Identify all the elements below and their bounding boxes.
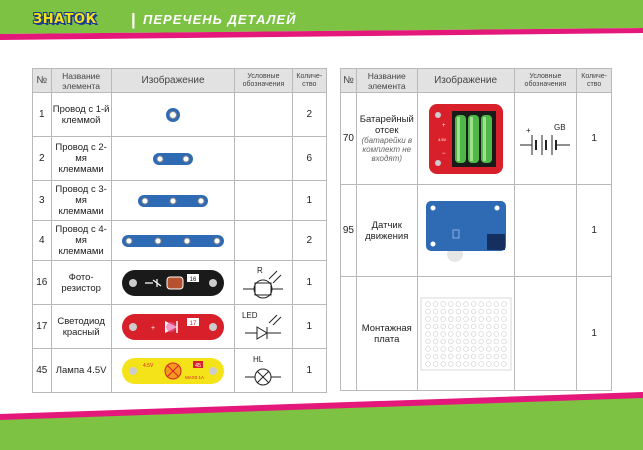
brand-logo: ЗНАТОК	[33, 12, 97, 27]
lamp-voltage: 4.5V	[143, 362, 154, 369]
breadboard-hole	[433, 354, 438, 359]
row-num: 17	[33, 305, 52, 349]
breadboard-hole	[433, 331, 438, 336]
lamp-symbol-label: HL	[253, 354, 264, 364]
row-symbol	[235, 221, 292, 261]
breadboard-hole	[501, 301, 506, 306]
breadboard-hole	[478, 309, 483, 314]
breadboard-hole	[456, 301, 461, 306]
battery-voltage-label: 4.5V	[437, 136, 446, 142]
breadboard-hole	[471, 316, 476, 321]
row-name	[356, 93, 417, 185]
row-qty: 1	[577, 185, 612, 277]
breadboard-hole	[463, 301, 468, 306]
col-qty-header: Количе-ство	[292, 69, 326, 93]
breadboard-hole	[501, 331, 506, 336]
svg-text:+: +	[151, 324, 156, 332]
table-row	[341, 277, 612, 391]
parts-table-right	[340, 68, 612, 391]
breadboard-hole	[448, 361, 453, 366]
col-num-header: №	[341, 69, 357, 93]
breadboard-hole	[456, 316, 461, 321]
breadboard-hole	[440, 316, 445, 321]
row-qty: 1	[577, 277, 612, 391]
breadboard-hole	[456, 339, 461, 344]
breadboard-hole	[478, 324, 483, 329]
breadboard-hole	[471, 301, 476, 306]
breadboard-hole	[448, 339, 453, 344]
row-num: 16	[33, 261, 52, 305]
breadboard-hole	[494, 324, 499, 329]
breadboard-hole	[463, 331, 468, 336]
table-row	[33, 181, 327, 221]
table-header-row	[33, 69, 327, 93]
breadboard-hole	[471, 309, 476, 314]
wire-3-image	[111, 181, 235, 221]
breadboard-hole	[494, 331, 499, 336]
breadboard-hole	[448, 324, 453, 329]
breadboard-hole	[501, 354, 506, 359]
breadboard-hole	[440, 324, 445, 329]
battery-note: (батарейки в комплект не входят)	[361, 136, 413, 163]
page-title: ПЕРЕЧЕНЬ ДЕТАЛЕЙ	[143, 12, 297, 27]
breadboard-hole	[433, 301, 438, 306]
row-name: Провод с 1-й клеммой	[51, 93, 111, 137]
table-row	[33, 305, 327, 349]
breadboard-image	[417, 277, 514, 391]
breadboard-hole	[486, 316, 491, 321]
breadboard-hole	[501, 324, 506, 329]
breadboard-hole	[478, 354, 483, 359]
photoresistor-badge: 16	[189, 276, 197, 283]
breadboard-hole	[478, 339, 483, 344]
breadboard-hole	[486, 339, 491, 344]
breadboard-hole	[456, 346, 461, 351]
row-qty: 1	[292, 181, 326, 221]
row-name: Монтажная плата	[356, 277, 417, 391]
breadboard-hole	[425, 354, 430, 359]
breadboard-hole	[433, 324, 438, 329]
breadboard-hole	[425, 339, 430, 344]
lamp-symbol	[235, 349, 292, 393]
breadboard-hole	[463, 316, 468, 321]
breadboard-hole	[501, 309, 506, 314]
col-image-header: Изображение	[417, 69, 514, 93]
row-name: Провод с 4-мя клеммами	[51, 221, 111, 261]
photoresistor-image	[111, 261, 235, 305]
breadboard-hole	[425, 331, 430, 336]
row-name: Фото-резистор	[51, 261, 111, 305]
row-name: Лампа 4.5V	[51, 349, 111, 393]
breadboard-hole	[494, 339, 499, 344]
breadboard-hole	[425, 346, 430, 351]
breadboard-hole	[471, 331, 476, 336]
breadboard-hole	[486, 301, 491, 306]
row-symbol	[235, 181, 292, 221]
breadboard-hole	[486, 324, 491, 329]
row-qty: 2	[292, 93, 326, 137]
breadboard-hole	[433, 361, 438, 366]
breadboard-hole	[486, 309, 491, 314]
row-qty: 1	[292, 305, 326, 349]
breadboard-hole	[486, 354, 491, 359]
breadboard-hole	[448, 346, 453, 351]
breadboard-hole	[486, 346, 491, 351]
breadboard-hole	[471, 346, 476, 351]
breadboard-hole	[440, 301, 445, 306]
breadboard-hole	[425, 361, 430, 366]
breadboard-hole	[463, 361, 468, 366]
table-row	[341, 185, 612, 277]
row-qty: 2	[292, 221, 326, 261]
breadboard-hole	[433, 346, 438, 351]
breadboard-hole	[456, 354, 461, 359]
col-name-header: Название элемента	[356, 69, 417, 93]
breadboard-hole	[463, 309, 468, 314]
breadboard-hole	[471, 324, 476, 329]
breadboard-hole	[433, 339, 438, 344]
breadboard-hole	[494, 361, 499, 366]
lamp-max-current: MAX0.1A	[185, 374, 205, 380]
breadboard-hole	[440, 346, 445, 351]
row-num: 4	[33, 221, 52, 261]
battery-holder-image	[417, 93, 514, 185]
breadboard-hole	[494, 301, 499, 306]
led-symbol-label: LED	[242, 310, 258, 320]
breadboard-hole	[440, 339, 445, 344]
table-header-row	[341, 69, 612, 93]
lamp-badge: 45	[194, 362, 202, 369]
breadboard-hole	[471, 361, 476, 366]
breadboard-hole	[478, 301, 483, 306]
breadboard-hole	[478, 346, 483, 351]
battery-symbol	[514, 93, 577, 185]
led-badge: 17	[189, 320, 197, 327]
breadboard-hole	[463, 339, 468, 344]
breadboard-hole	[425, 309, 430, 314]
breadboard-hole	[433, 316, 438, 321]
breadboard-hole	[494, 316, 499, 321]
row-num: 45	[33, 349, 52, 393]
col-image-header: Изображение	[111, 69, 235, 93]
col-name-header: Название элемента	[51, 69, 111, 93]
row-qty: 1	[292, 261, 326, 305]
breadboard-hole	[425, 301, 430, 306]
col-symbol-header: Условные обозначения	[235, 69, 292, 93]
row-symbol	[514, 185, 577, 277]
breadboard-hole	[494, 346, 499, 351]
breadboard-hole	[494, 309, 499, 314]
breadboard-hole	[478, 316, 483, 321]
breadboard-hole	[448, 331, 453, 336]
wire-4-image	[111, 221, 235, 261]
motion-sensor-image	[417, 185, 514, 277]
row-num: 2	[33, 137, 52, 181]
col-qty-header: Количе-ство	[577, 69, 612, 93]
breadboard-hole	[440, 309, 445, 314]
row-symbol	[235, 93, 292, 137]
photoresistor-symbol	[235, 261, 292, 305]
breadboard-hole	[440, 354, 445, 359]
breadboard-hole	[478, 331, 483, 336]
breadboard-hole	[463, 324, 468, 329]
table-row	[33, 261, 327, 305]
breadboard-hole	[440, 331, 445, 336]
breadboard-hole	[456, 361, 461, 366]
breadboard-hole	[486, 361, 491, 366]
photoresistor-symbol-label: R	[257, 265, 264, 275]
table-row	[33, 93, 327, 137]
breadboard-hole	[471, 354, 476, 359]
row-name: Провод с 2-мя клеммами	[51, 137, 111, 181]
table-row	[33, 349, 327, 393]
row-num: 95	[341, 185, 357, 277]
row-symbol	[235, 137, 292, 181]
row-num	[341, 277, 357, 391]
row-qty: 6	[292, 137, 326, 181]
led-image	[111, 305, 235, 349]
row-name: Провод с 3-мя клеммами	[51, 181, 111, 221]
row-num: 1	[33, 93, 52, 137]
row-name: Датчик движения	[356, 185, 417, 277]
breadboard-hole	[425, 316, 430, 321]
breadboard-hole	[433, 309, 438, 314]
header-separator: |	[131, 10, 136, 29]
breadboard-hole	[486, 331, 491, 336]
battery-plus-label: +	[441, 122, 446, 129]
row-qty: 1	[292, 349, 326, 393]
breadboard-hole	[456, 324, 461, 329]
lamp-image	[111, 349, 235, 393]
breadboard-hole	[448, 354, 453, 359]
breadboard-hole	[501, 346, 506, 351]
row-num: 70	[341, 93, 357, 185]
breadboard-hole	[440, 361, 445, 366]
wire-2-image	[111, 137, 235, 181]
row-symbol	[514, 277, 577, 391]
svg-text:+: +	[526, 125, 532, 135]
breadboard-hole	[448, 301, 453, 306]
col-num-header: №	[33, 69, 52, 93]
battery-minus-label: −	[441, 150, 446, 157]
breadboard-hole	[448, 309, 453, 314]
row-num: 3	[33, 181, 52, 221]
row-name: Светодиод красный	[51, 305, 111, 349]
breadboard-hole	[478, 361, 483, 366]
breadboard-hole	[456, 331, 461, 336]
led-symbol	[235, 305, 292, 349]
breadboard-hole	[456, 309, 461, 314]
breadboard-hole	[463, 346, 468, 351]
battery-holder-name: Батарейный отсек	[359, 114, 414, 136]
breadboard-hole	[471, 339, 476, 344]
table-row	[341, 93, 612, 185]
table-row	[33, 137, 327, 181]
col-symbol-header: Условные обозначения	[514, 69, 577, 93]
row-qty: 1	[577, 93, 612, 185]
table-row	[33, 221, 327, 261]
breadboard-hole	[494, 354, 499, 359]
breadboard-hole	[501, 361, 506, 366]
breadboard-hole	[501, 339, 506, 344]
breadboard-hole	[425, 324, 430, 329]
breadboard-hole	[448, 316, 453, 321]
breadboard-hole	[501, 316, 506, 321]
parts-table-left	[32, 68, 327, 393]
breadboard-hole	[463, 354, 468, 359]
battery-symbol-label: GB	[554, 122, 566, 132]
wire-1-image	[111, 93, 235, 137]
